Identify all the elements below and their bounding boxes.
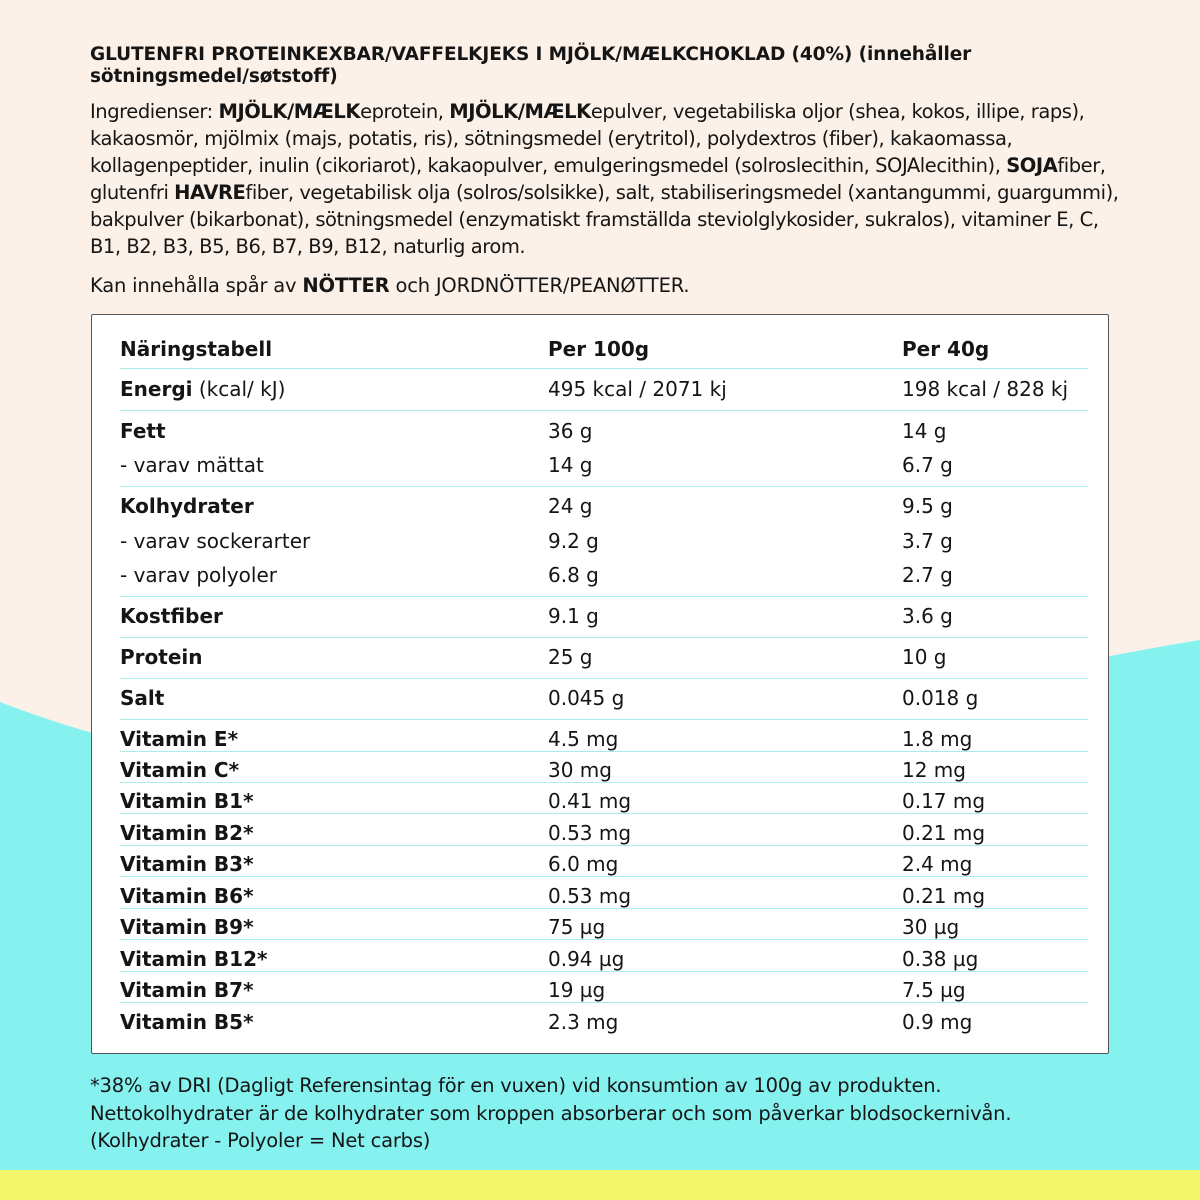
ingredients-part: eprotein,	[360, 100, 450, 123]
value-per100: 30 mg	[548, 758, 612, 782]
footnote-line: (Kolhydrater - Polyoler = Net carbs)	[90, 1129, 431, 1152]
nutrient-label: Vitamin B12*	[120, 947, 268, 971]
value-per40: 3.7 g	[902, 529, 953, 553]
allergen-maelk: MÆLK	[524, 100, 591, 123]
table-rule	[120, 637, 1088, 638]
value-per40: 2.7 g	[902, 563, 953, 587]
table-rule	[120, 486, 1088, 487]
nutrient-name	[120, 563, 277, 587]
ingredients-text	[90, 98, 1130, 260]
value-per40: 2.4 mg	[902, 852, 973, 876]
value-per100: 0.045 g	[548, 686, 625, 710]
nutrient-label: Kostfiber	[120, 604, 223, 628]
nutrient-name	[120, 419, 166, 443]
header-per40: Per 40g	[902, 337, 990, 361]
nutrient-name	[120, 789, 254, 813]
nutrient-name	[120, 1010, 254, 1034]
table-rule	[120, 813, 1088, 814]
footnote-line: Nettokolhydrater är de kolhydrater som kroppen absorberar och som påverkar blodsockernivån.	[90, 1101, 1012, 1125]
product-title: GLUTENFRI PROTEINKEXBAR/VAFFELKJEKS I MJÖLK/MÆLKCHOKLAD (40%) (innehåller sötningsmedel/søtstoff)	[90, 44, 972, 87]
value-per40: 198 kcal / 828 kj	[902, 377, 1069, 401]
table-rule	[120, 719, 1088, 720]
nutrient-label: Salt	[120, 686, 165, 710]
allergen-soja: SOJA	[1006, 154, 1058, 177]
allergen-havre: HAVRE	[174, 181, 246, 204]
nutrient-name	[120, 884, 254, 908]
table-rule	[120, 1002, 1088, 1003]
nutrient-label: Vitamin B2*	[120, 821, 254, 845]
nutrient-label: Vitamin B3*	[120, 852, 254, 876]
nutrient-name	[120, 947, 267, 971]
nutrient-name	[120, 915, 254, 939]
value-per100: 0.53 mg	[548, 821, 632, 845]
value-per40: 0.9 mg	[902, 1010, 973, 1034]
value-per40: 0.17 mg	[902, 789, 986, 813]
value-per100: 75 µg	[548, 915, 606, 939]
nutrient-name	[120, 758, 239, 782]
nutrient-label: Energi	[120, 377, 193, 401]
table-rule	[120, 971, 1088, 972]
nutrient-name	[120, 727, 238, 751]
ingredients-part: fiber, vegetabilisk olja (solros/solsikke), salt, stabiliseringsmedel (xantangummi, guargummi), bakpulver (bikarbonat), sötningsmedel (enzymatiskt framställda steviolglykosider, sukralos), vitaminer E, C, B1, B2, B3, B5, B6, B7, B9, B12, naturlig arom.	[90, 181, 1119, 258]
nutrient-name	[120, 821, 254, 845]
value-per100: 6.0 mg	[548, 852, 619, 876]
allergen-nuts: NÖTTER	[302, 274, 390, 297]
table-rule	[120, 782, 1088, 783]
header-name: Näringstabell	[120, 337, 273, 361]
table-rule	[120, 596, 1088, 597]
nutrient-name	[120, 377, 285, 401]
ingredients-label: Ingredienser:	[90, 100, 219, 123]
value-per100: 24 g	[548, 494, 593, 518]
value-per100: 0.53 mg	[548, 884, 632, 908]
allergen-maelk: MÆLK	[293, 100, 361, 123]
nutrient-label: Vitamin E*	[120, 727, 239, 751]
table-rule	[120, 939, 1088, 940]
footnote-line: *38% av DRI (Dagligt Referensintag för en vuxen) vid konsumtion av 100g av produkten.	[90, 1074, 942, 1097]
nutrient-name	[120, 529, 310, 553]
header-per100: Per 100g	[548, 337, 650, 361]
nutrient-label: Vitamin B5*	[120, 1010, 254, 1034]
nutrient-name	[120, 978, 254, 1002]
allergen-milk: MJÖLK	[449, 100, 518, 123]
value-per40: 0.38 µg	[902, 947, 979, 971]
nutrient-name	[120, 686, 164, 710]
value-per100: 9.2 g	[548, 529, 599, 553]
value-per40: 6.7 g	[902, 453, 953, 477]
value-per40: 0.018 g	[902, 686, 979, 710]
allergen-warning	[90, 272, 1130, 299]
value-per100: 2.3 mg	[548, 1010, 619, 1034]
ingredients-part: epulver, vegetabiliska oljor (shea, kokos, illipe, raps), kakaosmör, mjölmix (majs, potatis, ris), sötningsmedel (erytritol), polydextros (fiber), kakaomassa, kollagenpeptider, inulin (cikoriarot), kakaopulver, emulgeringsmedel (solroslecithin, SOJAlecithin),	[90, 100, 1085, 177]
nutrient-name	[120, 852, 254, 876]
table-rule	[120, 410, 1088, 411]
allergen-slash: /	[287, 100, 294, 123]
value-per100: 6.8 g	[548, 563, 599, 587]
value-per40: 12 mg	[902, 758, 966, 782]
value-per40: 0.21 mg	[902, 821, 986, 845]
value-per40: 30 µg	[902, 915, 960, 939]
table-rule	[120, 678, 1088, 679]
nutrient-label: Vitamin B6*	[120, 884, 254, 908]
nutrient-qualifier: (kcal/ kJ)	[192, 377, 286, 401]
footnote	[90, 1072, 1130, 1155]
value-per100: 0.41 mg	[548, 789, 632, 813]
table-rule	[120, 876, 1088, 877]
value-per100: 19 µg	[548, 978, 606, 1002]
value-per40: 0.21 mg	[902, 884, 986, 908]
nutrient-label: Vitamin B9*	[120, 915, 254, 939]
nutrient-name	[120, 453, 264, 477]
nutrient-qualifier: - varav polyoler	[120, 563, 277, 587]
nutrient-name	[120, 604, 223, 628]
allergen-warning-text: Kan innehålla spår av	[90, 274, 303, 297]
nutrition-table	[91, 314, 1109, 1054]
value-per100: 4.5 mg	[548, 727, 619, 751]
value-per40: 10 g	[902, 645, 947, 669]
value-per40: 14 g	[902, 419, 947, 443]
allergen-slash: /	[517, 100, 525, 123]
value-per40: 9.5 g	[902, 494, 953, 518]
nutrient-name	[120, 494, 254, 518]
value-per100: 25 g	[548, 645, 593, 669]
allergen-milk: MJÖLK	[218, 100, 288, 123]
nutrient-qualifier: - varav mättat	[120, 453, 264, 477]
table-rule	[120, 908, 1088, 909]
table-rule	[120, 845, 1088, 846]
nutrient-label: Vitamin B7*	[120, 978, 254, 1002]
nutrient-name	[120, 645, 202, 669]
allergen-warning-text: och JORDNÖTTER/PEANØTTER.	[389, 274, 690, 297]
nutrient-label: Vitamin B1*	[120, 789, 254, 813]
value-per100: 36 g	[548, 419, 593, 443]
value-per100: 14 g	[548, 453, 593, 477]
nutrient-label: Protein	[120, 645, 203, 669]
value-per100: 0.94 µg	[548, 947, 625, 971]
value-per40: 3.6 g	[902, 604, 953, 628]
value-per40: 1.8 mg	[902, 727, 973, 751]
table-rule	[120, 751, 1088, 752]
value-per40: 7.5 µg	[902, 978, 966, 1002]
nutrient-label: Fett	[120, 419, 166, 443]
table-rule	[120, 368, 1088, 369]
nutrient-label: Kolhydrater	[120, 494, 254, 518]
ingredients-part: fiber, glutenfri	[90, 154, 1106, 204]
value-per100: 495 kcal / 2071 kj	[548, 377, 727, 401]
value-per100: 9.1 g	[548, 604, 599, 628]
nutrient-qualifier: - varav sockerarter	[120, 529, 311, 553]
nutrient-label: Vitamin C*	[120, 758, 240, 782]
